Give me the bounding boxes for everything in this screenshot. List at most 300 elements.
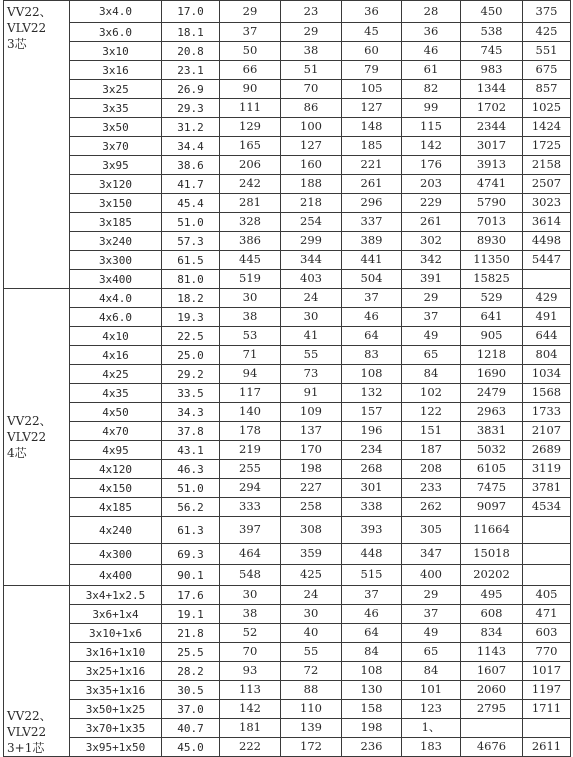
cell-diameter: 38.6 [162, 156, 220, 175]
cell-value: 1017 [523, 662, 571, 681]
cell-value: 258 [281, 498, 342, 517]
cell-value: 64 [342, 327, 402, 346]
table-row [4, 738, 571, 757]
cell-value: 73 [281, 365, 342, 384]
cell-value: 46 [402, 42, 461, 61]
cell-specification: 3x25 [70, 80, 162, 99]
cell-value: 294 [220, 479, 281, 498]
cell-value: 99 [402, 99, 461, 118]
cell-diameter: 51.0 [162, 479, 220, 498]
cell-value: 3023 [523, 194, 571, 213]
cell-specification: 4x185 [70, 498, 162, 517]
table-row [4, 1, 571, 23]
cell-value: 20202 [461, 565, 523, 586]
cell-diameter: 20.8 [162, 42, 220, 61]
cell-value: 2611 [523, 738, 571, 757]
cell-value: 11664 [461, 517, 523, 544]
cell-specification: 4x16 [70, 346, 162, 365]
cell-value: 109 [281, 403, 342, 422]
cell-value: 142 [402, 137, 461, 156]
cell-value: 72 [281, 662, 342, 681]
cell-value: 429 [523, 289, 571, 308]
cell-specification: 4x120 [70, 460, 162, 479]
cell-value: 88 [281, 681, 342, 700]
cell-value: 281 [220, 194, 281, 213]
cell-value: 187 [402, 441, 461, 460]
cell-value: 3781 [523, 479, 571, 498]
table-row [4, 719, 571, 738]
cell-diameter: 21.8 [162, 624, 220, 643]
cell-value: 425 [281, 565, 342, 586]
cell-value: 140 [220, 403, 281, 422]
cell-value: 129 [220, 118, 281, 137]
cell-diameter: 43.1 [162, 441, 220, 460]
table-row [4, 422, 571, 441]
cell-value: 495 [461, 586, 523, 605]
cell-diameter: 69.3 [162, 544, 220, 565]
cell-value: 176 [402, 156, 461, 175]
table-row [4, 270, 571, 289]
cell-specification: 3x16+1x10 [70, 643, 162, 662]
cell-specification: 3x6+1x4 [70, 605, 162, 624]
cell-value: 328 [220, 213, 281, 232]
table-row [4, 194, 571, 213]
cell-specification: 4x25 [70, 365, 162, 384]
table-row [4, 498, 571, 517]
cell-value: 4676 [461, 738, 523, 757]
cell-value [523, 517, 571, 544]
cell-value: 49 [402, 624, 461, 643]
cell-diameter: 46.3 [162, 460, 220, 479]
cell-value: 386 [220, 232, 281, 251]
cell-value: 359 [281, 544, 342, 565]
cell-value: 229 [402, 194, 461, 213]
cell-value: 2795 [461, 700, 523, 719]
cell-value: 148 [342, 118, 402, 137]
cell-value: 55 [281, 643, 342, 662]
cell-specification: 3x35 [70, 99, 162, 118]
cell-diameter: 90.1 [162, 565, 220, 586]
table-row [4, 23, 571, 42]
cell-value: 82 [402, 80, 461, 99]
cell-value: 391 [402, 270, 461, 289]
cell-value: 8930 [461, 232, 523, 251]
cell-specification: 4x35 [70, 384, 162, 403]
cell-value: 375 [523, 1, 571, 23]
cell-diameter: 57.3 [162, 232, 220, 251]
cell-value: 165 [220, 137, 281, 156]
cell-diameter: 26.9 [162, 80, 220, 99]
cell-value: 127 [342, 99, 402, 118]
cell-value: 1568 [523, 384, 571, 403]
cell-value: 389 [342, 232, 402, 251]
group-label-line: VLV22 [7, 725, 47, 739]
cell-diameter: 45.4 [162, 194, 220, 213]
cell-value: 644 [523, 327, 571, 346]
cell-value: 2107 [523, 422, 571, 441]
cell-value: 1034 [523, 365, 571, 384]
cell-value: 38 [281, 42, 342, 61]
table-row [4, 403, 571, 422]
cell-value: 28 [402, 1, 461, 23]
cell-diameter: 41.7 [162, 175, 220, 194]
group-label-line: 4芯 [7, 446, 27, 460]
cell-value: 206 [220, 156, 281, 175]
cell-value: 36 [342, 1, 402, 23]
cell-value: 208 [402, 460, 461, 479]
table-row [4, 308, 571, 327]
cell-value: 7475 [461, 479, 523, 498]
cell-value: 337 [342, 213, 402, 232]
cell-value: 3831 [461, 422, 523, 441]
table-row [4, 605, 571, 624]
table-row [4, 586, 571, 605]
group-label-line: VLV22 [7, 430, 47, 444]
cell-value: 261 [342, 175, 402, 194]
cell-value: 538 [461, 23, 523, 42]
cell-value: 29 [402, 289, 461, 308]
cell-value [523, 544, 571, 565]
cell-value: 393 [342, 517, 402, 544]
cell-diameter: 61.3 [162, 517, 220, 544]
cell-value: 261 [402, 213, 461, 232]
cell-value: 46 [342, 308, 402, 327]
cell-value: 5790 [461, 194, 523, 213]
cell-value: 1344 [461, 80, 523, 99]
cell-value: 53 [220, 327, 281, 346]
cell-value: 1733 [523, 403, 571, 422]
cell-value: 233 [402, 479, 461, 498]
cell-value: 41 [281, 327, 342, 346]
cell-value: 405 [523, 586, 571, 605]
cell-specification: 3x120 [70, 175, 162, 194]
cell-specification: 3x95+1x50 [70, 738, 162, 757]
cell-value: 2963 [461, 403, 523, 422]
cell-value: 529 [461, 289, 523, 308]
cell-value: 338 [342, 498, 402, 517]
cell-value: 203 [402, 175, 461, 194]
cell-specification: 4x300 [70, 544, 162, 565]
cell-value: 425 [523, 23, 571, 42]
cell-specification: 3x185 [70, 213, 162, 232]
cell-value: 37 [342, 289, 402, 308]
cell-diameter: 19.3 [162, 308, 220, 327]
cell-specification: 3x4.0 [70, 1, 162, 23]
table-row [4, 643, 571, 662]
cell-specification: 4x4.0 [70, 289, 162, 308]
cell-diameter: 25.0 [162, 346, 220, 365]
cell-value: 110 [281, 700, 342, 719]
cell-value: 3119 [523, 460, 571, 479]
cell-value: 5447 [523, 251, 571, 270]
cell-value: 37 [220, 23, 281, 42]
cell-value: 132 [342, 384, 402, 403]
cell-value: 857 [523, 80, 571, 99]
table-row [4, 346, 571, 365]
cell-specification: 4x240 [70, 517, 162, 544]
cell-value: 548 [220, 565, 281, 586]
cell-value: 1702 [461, 99, 523, 118]
cell-value: 108 [342, 662, 402, 681]
cell-value: 641 [461, 308, 523, 327]
table-row [4, 99, 571, 118]
cell-value: 84 [402, 662, 461, 681]
table-row [4, 118, 571, 137]
table-row [4, 517, 571, 544]
cell-value: 60 [342, 42, 402, 61]
table-row [4, 460, 571, 479]
cell-value: 158 [342, 700, 402, 719]
cell-value: 1690 [461, 365, 523, 384]
cell-diameter: 51.0 [162, 213, 220, 232]
cell-value: 142 [220, 700, 281, 719]
cell-value: 123 [402, 700, 461, 719]
cell-specification: 4x10 [70, 327, 162, 346]
cell-value: 302 [402, 232, 461, 251]
cell-value: 90 [220, 80, 281, 99]
cell-diameter: 23.1 [162, 61, 220, 80]
cell-diameter: 34.4 [162, 137, 220, 156]
cell-specification: 3x16 [70, 61, 162, 80]
table-row [4, 175, 571, 194]
cell-value: 100 [281, 118, 342, 137]
cell-value: 198 [281, 460, 342, 479]
cell-value: 37 [342, 586, 402, 605]
cell-value: 52 [220, 624, 281, 643]
cell-value: 255 [220, 460, 281, 479]
cell-value: 127 [281, 137, 342, 156]
cell-value: 64 [342, 624, 402, 643]
table-row [4, 441, 571, 460]
cell-value: 70 [220, 643, 281, 662]
cell-value: 61 [402, 61, 461, 80]
cell-specification: 3x70+1x35 [70, 719, 162, 738]
group-label-line: VLV22 [7, 21, 47, 35]
group-label-line: VV22、 [7, 5, 52, 19]
cell-value: 7013 [461, 213, 523, 232]
cell-value: 441 [342, 251, 402, 270]
cell-value: 84 [402, 365, 461, 384]
cell-value: 65 [402, 346, 461, 365]
cell-value: 397 [220, 517, 281, 544]
cell-value: 91 [281, 384, 342, 403]
cell-specification: 3x10+1x6 [70, 624, 162, 643]
cell-value: 38 [220, 308, 281, 327]
cell-value: 55 [281, 346, 342, 365]
cell-value: 342 [402, 251, 461, 270]
cell-diameter: 28.2 [162, 662, 220, 681]
cell-diameter: 33.5 [162, 384, 220, 403]
cell-value: 519 [220, 270, 281, 289]
table-row [4, 213, 571, 232]
cell-value [461, 719, 523, 738]
cell-specification: 3x50 [70, 118, 162, 137]
cell-value: 236 [342, 738, 402, 757]
cell-specification: 3x25+1x16 [70, 662, 162, 681]
cell-value: 139 [281, 719, 342, 738]
cell-diameter: 30.5 [162, 681, 220, 700]
cell-value: 172 [281, 738, 342, 757]
group-label-line: VV22、 [7, 709, 52, 723]
cell-value: 29 [220, 1, 281, 23]
cell-value: 221 [342, 156, 402, 175]
cell-value: 101 [402, 681, 461, 700]
cell-value: 29 [402, 586, 461, 605]
cell-diameter: 17.6 [162, 586, 220, 605]
cell-specification: 3x50+1x25 [70, 700, 162, 719]
cell-value: 1607 [461, 662, 523, 681]
table-row [4, 479, 571, 498]
cell-specification: 3x35+1x16 [70, 681, 162, 700]
cell-value: 834 [461, 624, 523, 643]
cell-specification: 3x10 [70, 42, 162, 61]
cell-value: 122 [402, 403, 461, 422]
cell-value: 36 [402, 23, 461, 42]
cell-value: 1197 [523, 681, 571, 700]
cell-value: 24 [281, 289, 342, 308]
group-label [4, 289, 70, 586]
cell-value: 198 [342, 719, 402, 738]
cell-value: 445 [220, 251, 281, 270]
table-row [4, 42, 571, 61]
cell-value: 2344 [461, 118, 523, 137]
cell-value: 9097 [461, 498, 523, 517]
cell-specification: 3x70 [70, 137, 162, 156]
cell-value: 218 [281, 194, 342, 213]
cell-value: 94 [220, 365, 281, 384]
cell-value: 3614 [523, 213, 571, 232]
cell-diameter: 29.2 [162, 365, 220, 384]
cell-value: 117 [220, 384, 281, 403]
cell-value: 4534 [523, 498, 571, 517]
cell-value: 464 [220, 544, 281, 565]
cell-specification: 3x95 [70, 156, 162, 175]
cell-value: 66 [220, 61, 281, 80]
table-row [4, 156, 571, 175]
table-row [4, 289, 571, 308]
cell-value: 1424 [523, 118, 571, 137]
cell-value: 400 [402, 565, 461, 586]
cell-specification: 4x6.0 [70, 308, 162, 327]
cell-value: 1711 [523, 700, 571, 719]
cell-value: 770 [523, 643, 571, 662]
cell-value: 905 [461, 327, 523, 346]
cell-value: 115 [402, 118, 461, 137]
group-label-line: 3芯 [7, 37, 27, 51]
cell-value: 178 [220, 422, 281, 441]
cell-value: 2060 [461, 681, 523, 700]
cell-specification: 3x240 [70, 232, 162, 251]
cell-value: 2507 [523, 175, 571, 194]
cell-value: 79 [342, 61, 402, 80]
cell-value: 29 [281, 23, 342, 42]
cell-value: 30 [220, 289, 281, 308]
cell-value: 305 [402, 517, 461, 544]
cell-value: 403 [281, 270, 342, 289]
cell-diameter: 40.7 [162, 719, 220, 738]
cell-value: 3913 [461, 156, 523, 175]
cell-diameter: 45.0 [162, 738, 220, 757]
cell-value: 45 [342, 23, 402, 42]
cell-value: 222 [220, 738, 281, 757]
cell-diameter: 19.1 [162, 605, 220, 624]
cell-value: 70 [281, 80, 342, 99]
cell-value: 46 [342, 605, 402, 624]
cell-value: 183 [402, 738, 461, 757]
cell-value: 2689 [523, 441, 571, 460]
cell-specification: 3x400 [70, 270, 162, 289]
cell-specification: 4x70 [70, 422, 162, 441]
cell-specification: 4x50 [70, 403, 162, 422]
table-body [4, 1, 571, 757]
cell-value [523, 565, 571, 586]
cell-diameter: 61.5 [162, 251, 220, 270]
cell-value: 234 [342, 441, 402, 460]
cell-value: 93 [220, 662, 281, 681]
cell-value: 471 [523, 605, 571, 624]
cell-value: 30 [281, 308, 342, 327]
cell-value [523, 270, 571, 289]
cell-diameter: 37.0 [162, 700, 220, 719]
cell-specification: 3x150 [70, 194, 162, 213]
cell-value: 450 [461, 1, 523, 23]
cell-value: 170 [281, 441, 342, 460]
cell-value: 1725 [523, 137, 571, 156]
cell-specification: 4x400 [70, 565, 162, 586]
cell-value: 113 [220, 681, 281, 700]
cell-value: 504 [342, 270, 402, 289]
cell-value: 448 [342, 544, 402, 565]
cell-value: 151 [402, 422, 461, 441]
cell-value: 268 [342, 460, 402, 479]
cell-value: 160 [281, 156, 342, 175]
cell-specification: 3x6.0 [70, 23, 162, 42]
cell-value: 1025 [523, 99, 571, 118]
cell-value: 84 [342, 643, 402, 662]
cell-value: 30 [220, 586, 281, 605]
cell-value: 23 [281, 1, 342, 23]
group-label-line: VV22、 [7, 414, 52, 428]
cell-value: 983 [461, 61, 523, 80]
table-row [4, 700, 571, 719]
cell-value: 185 [342, 137, 402, 156]
cell-diameter: 81.0 [162, 270, 220, 289]
cell-value: 242 [220, 175, 281, 194]
cell-value: 188 [281, 175, 342, 194]
cell-value: 111 [220, 99, 281, 118]
cell-value: 102 [402, 384, 461, 403]
table-row [4, 232, 571, 251]
cable-spec-table [3, 0, 571, 757]
cell-value: 745 [461, 42, 523, 61]
cell-value: 2479 [461, 384, 523, 403]
cell-value: 299 [281, 232, 342, 251]
cell-specification: 4x95 [70, 441, 162, 460]
cell-value: 11350 [461, 251, 523, 270]
cell-diameter: 37.8 [162, 422, 220, 441]
cell-value: 15018 [461, 544, 523, 565]
cell-value: 301 [342, 479, 402, 498]
cell-value: 2158 [523, 156, 571, 175]
table-row [4, 327, 571, 346]
cell-value: 49 [402, 327, 461, 346]
table-row [4, 384, 571, 403]
cell-specification: 3x300 [70, 251, 162, 270]
cell-value: 333 [220, 498, 281, 517]
cell-value: 1143 [461, 643, 523, 662]
group-label-line: 3+1芯 [7, 741, 45, 755]
cell-diameter: 56.2 [162, 498, 220, 517]
